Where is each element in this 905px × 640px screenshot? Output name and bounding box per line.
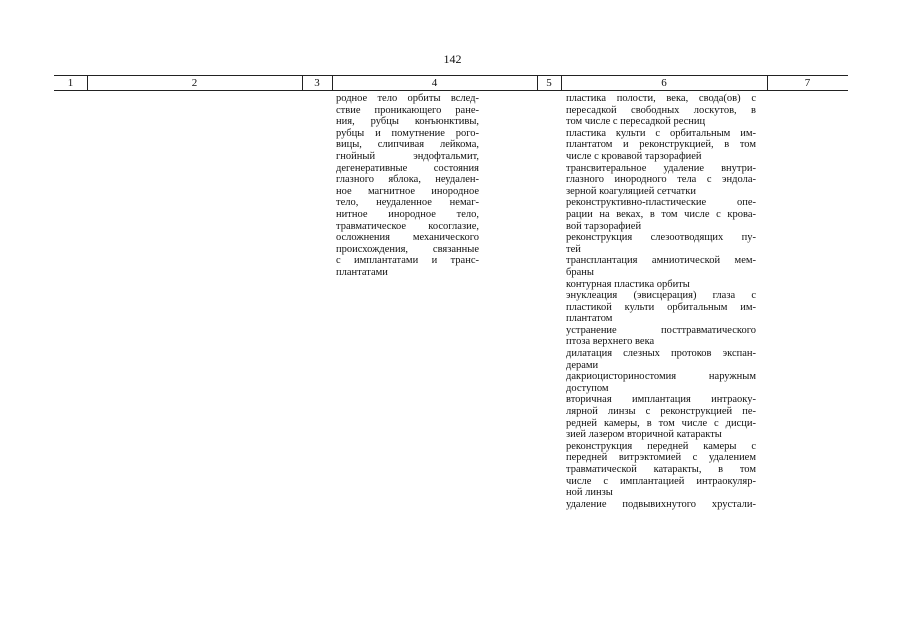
text-line: удаление подвывихнутого хрустали- [566, 498, 756, 510]
column-4-diagnosis-text [336, 93, 479, 279]
text-line: дилатация слезных протоков экспан- [566, 348, 756, 360]
text-line: устранение посттравматического [566, 324, 756, 336]
text-line: ния, рубцы конъюнктивы, [336, 116, 479, 128]
header-cell-1: 1 [67, 77, 74, 89]
text-line: глазного инородного тела с эндола- [566, 174, 756, 186]
text-line: лярной линзы с реконструкцией пе- [566, 406, 756, 418]
text-line: числе с имплантацией интраокуляр- [566, 475, 756, 487]
text-line: числе с кровавой тарзорафией [566, 150, 702, 162]
text-line: осложнения механического [336, 232, 479, 244]
text-line: тей [566, 243, 581, 255]
text-line: гнойный эндофтальмит, [336, 150, 479, 162]
text-line: плантатом [566, 313, 613, 325]
text-line: пластика полости, века, свода(ов) с [566, 93, 756, 104]
text-line: трансплантация амниотической мем- [566, 255, 756, 267]
header-cell-5: 5 [546, 77, 552, 89]
text-line: тело, неудаленное немаг- [336, 197, 479, 209]
text-line: вицы, слипчивая лейкома, [336, 139, 479, 151]
text-line: реконструкция передней камеры с [566, 440, 756, 452]
page-number: 142 [443, 52, 462, 66]
text-line: пластика культи с орбитальным им- [566, 127, 756, 139]
text-line: птоза верхнего века [566, 336, 655, 348]
header-cell-7: 7 [804, 77, 811, 89]
text-line: родное тело орбиты вслед- [336, 93, 479, 104]
text-line: том числе с пересадкой ресниц [566, 116, 706, 128]
text-line: ное магнитное инородное [336, 185, 479, 197]
text-line: дегенеративные состояния [336, 162, 479, 174]
text-line: пластикой культи орбитальным им- [566, 301, 756, 313]
text-line: зерной коагуляцией сетчатки [566, 185, 696, 197]
text-line: глазного яблока, неудален- [336, 174, 479, 186]
header-cell-3: 3 [314, 77, 320, 89]
text-line: передней витрэктомией с удалением [566, 452, 756, 464]
text-line: трансвитеральное удаление внутри- [566, 162, 756, 174]
text-line: рубцы и помутнение рого- [336, 127, 479, 139]
text-line: происхождения, связанные [336, 243, 479, 255]
text-line: вой тарзорафией [566, 220, 642, 232]
column-6-treatment-text [566, 93, 756, 510]
text-line: плантатами [336, 266, 388, 278]
text-line: энуклеация (эвисцерация) глаза с [566, 290, 756, 302]
text-line: ствие проникающего ране- [336, 104, 479, 116]
text-line: рации на веках, в том числе с крова- [566, 208, 756, 220]
text-line: доступом [566, 382, 609, 394]
text-line: пересадкой свободных лоскутов, в [566, 104, 756, 116]
table-header-row [54, 75, 848, 91]
text-line: контурная пластика орбиты [566, 278, 690, 290]
text-line: с имплантатами и транс- [336, 255, 479, 267]
text-line: травматическое косоглазие, [336, 220, 479, 232]
header-cell-2: 2 [191, 77, 198, 89]
text-line: редней камеры, в том числе с дисци- [566, 417, 756, 429]
text-line: браны [566, 266, 594, 278]
text-line: реконструктивно-пластические опе- [566, 197, 756, 209]
text-line: вторичная имплантация интраоку- [566, 394, 756, 406]
text-line: нитное инородное тело, [336, 208, 479, 220]
text-line: реконструкция слезоотводящих пу- [566, 232, 756, 244]
text-line: травматической катаракты, в том [566, 464, 756, 475]
header-cell-4: 4 [431, 77, 438, 89]
text-line: ной линзы [566, 487, 613, 499]
text-line: дерами [566, 359, 599, 371]
text-line: дакриоцисториностомия наружным [566, 371, 756, 383]
text-line: плантатом и реконструкцией, в том [566, 139, 756, 151]
text-line: зией лазером вторичной катаракты [566, 429, 722, 441]
header-cell-6: 6 [661, 77, 667, 89]
